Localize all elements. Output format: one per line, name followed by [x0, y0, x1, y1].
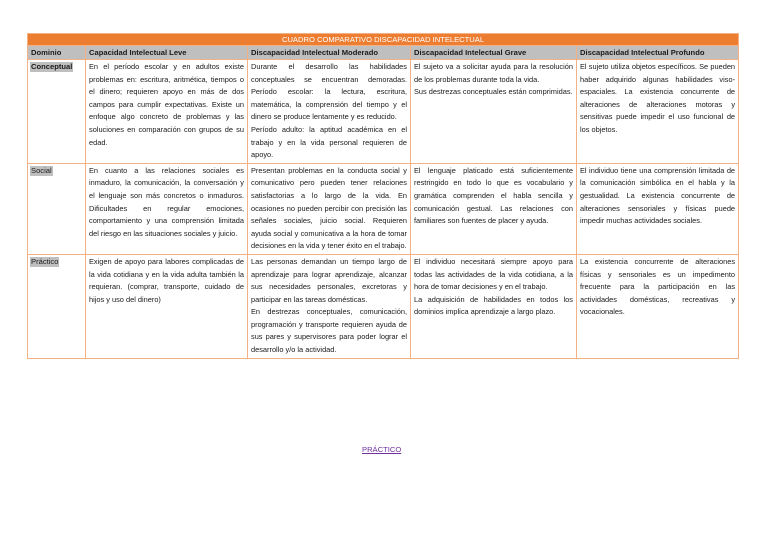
domain-label-practico: Práctico	[31, 256, 59, 266]
cell-practico-moderado	[248, 254, 411, 358]
header-domain: Dominio	[28, 46, 86, 60]
cell-conceptual-grave	[411, 60, 577, 164]
domain-label-social: Social	[31, 165, 52, 175]
header-row	[28, 46, 739, 60]
table-row-social	[28, 163, 739, 254]
practico-link[interactable]: PRÁCTICO	[362, 445, 402, 454]
cell-practico-grave	[411, 254, 577, 358]
domain-cell	[28, 163, 86, 254]
paragraph: Durante el desarrollo las habilidades conceptuales se encuentran demoradas. Período escolar: la lectura, escritura, matemática, la comprensión del tiempo y el dinero se produce lentamente y es reducido.	[251, 62, 407, 122]
paragraph: Período adulto: la aptitud académica en el trabajo y en la vida personal requieren de apoyo.	[251, 124, 407, 160]
paragraph: El sujeto utiliza objetos específicos. Se pueden haber adquirido algunas habilidades viso-espaciales. La existencia concurrente de alteraciones de alteraciones motoras y sensitivas puede impedir el uso funcional de los objetos.	[580, 62, 736, 134]
cell-social-grave	[411, 163, 577, 254]
header-moderado: Discapacidad Intelectual Moderado	[248, 46, 411, 60]
paragraph: En el período escolar y en adultos existe problemas en: escritura, aritmética, tiempos o el dinero; requieren apoyo en más de dos campos para cumplir expectativas. Existe un enfoque algo concreto de problemas y las soluciones en comparación con grupos de su edad.	[89, 62, 244, 147]
header-profundo: Discapacidad Intelectual Profundo	[577, 46, 739, 60]
cell-practico-profundo	[577, 254, 739, 358]
paragraph: En cuanto a las relaciones sociales es inmaduro, la comunicación, la conversación y el lenguaje son más concretos o inmaduros. Dificultades en regular emociones, comportamiento y una comprensión limitada del riesgo en las situaciones sociales y juicio.	[89, 165, 244, 238]
paragraph: En destrezas conceptuales, comunicación, programación y transporte requieren ayuda de sus pares y supervisores para poder lograr el desarrollo y/o la actividad.	[251, 307, 407, 355]
paragraph: El lenguaje platicado está suficientemente restringido en todo lo que es vocabulario y gramática comprenden el habla sencilla y comunicación gestual. Las relaciones con familiares son fuentes de placer y ayuda.	[414, 165, 573, 226]
table-title: CUADRO COMPARATIVO DISCAPACIDAD INTELECTUAL	[28, 34, 739, 46]
paragraph: Presentan problemas en la conducta social y comunicativo pero pueden tener relaciones satisfactorias a lo largo de la vida. En ocasiones no pueden percibir con precisión las señales sociales, juicio social. Requieren ayuda social y comunicativa a la hora de tomar decisiones en la vida y tener éxito en el trabajo.	[251, 165, 407, 251]
table-row-practico	[28, 254, 739, 358]
title-row	[28, 34, 739, 46]
table-row-conceptual	[28, 60, 739, 164]
paragraph: El individuo tiene una comprensión limitada de la comunicación simbólica en el habla y la gestualidad. La existencia concurrente de alteraciones sensoriales y físicas puede impedir muchas actividades sociales.	[580, 165, 736, 226]
comparison-table	[27, 33, 739, 359]
paragraph: Sus destrezas conceptuales están comprimidas.	[414, 87, 573, 97]
cell-social-moderado	[248, 163, 411, 254]
cell-conceptual-leve	[86, 60, 248, 164]
paragraph: El sujeto va a solicitar ayuda para la resolución de los problemas durante toda la vida.	[414, 62, 573, 84]
domain-cell	[28, 254, 86, 358]
domain-cell	[28, 60, 86, 164]
cell-social-profundo	[577, 163, 739, 254]
paragraph: Exigen de apoyo para labores complicadas de la vida cotidiana y en la vida adulta también la requieran. (comprar, transporte, cuidado de hijos y uso del dinero)	[89, 256, 244, 304]
header-grave: Discapacidad Intelectual Grave	[411, 46, 577, 60]
cell-social-leve	[86, 163, 248, 254]
paragraph: Las personas demandan un tiempo largo de aprendizaje para lograr aprendizaje, alcanzar sus necesidades personales, excretoras y participar en las tareas domésticas.	[251, 256, 407, 304]
comparison-sheet	[27, 33, 738, 359]
header-leve: Capacidad Intelectual Leve	[86, 46, 248, 60]
cell-conceptual-moderado	[248, 60, 411, 164]
cell-practico-leve	[86, 254, 248, 358]
paragraph: La adquisición de habilidades en todos los dominios implica aprendizaje a largo plazo.	[414, 294, 573, 317]
cell-conceptual-profundo	[577, 60, 739, 164]
domain-label-conceptual: Conceptual	[31, 62, 73, 71]
paragraph: La existencia concurrente de alteraciones físicas y sensoriales es un impedimento frecuente para la participación en las actividades domésticas, recreativas y vocacionales.	[580, 256, 736, 317]
paragraph: El individuo necesitará siempre apoyo para todas las actividades de la vida cotidiana, a la hora de tomar decisiones y en el trabajo.	[414, 256, 573, 292]
